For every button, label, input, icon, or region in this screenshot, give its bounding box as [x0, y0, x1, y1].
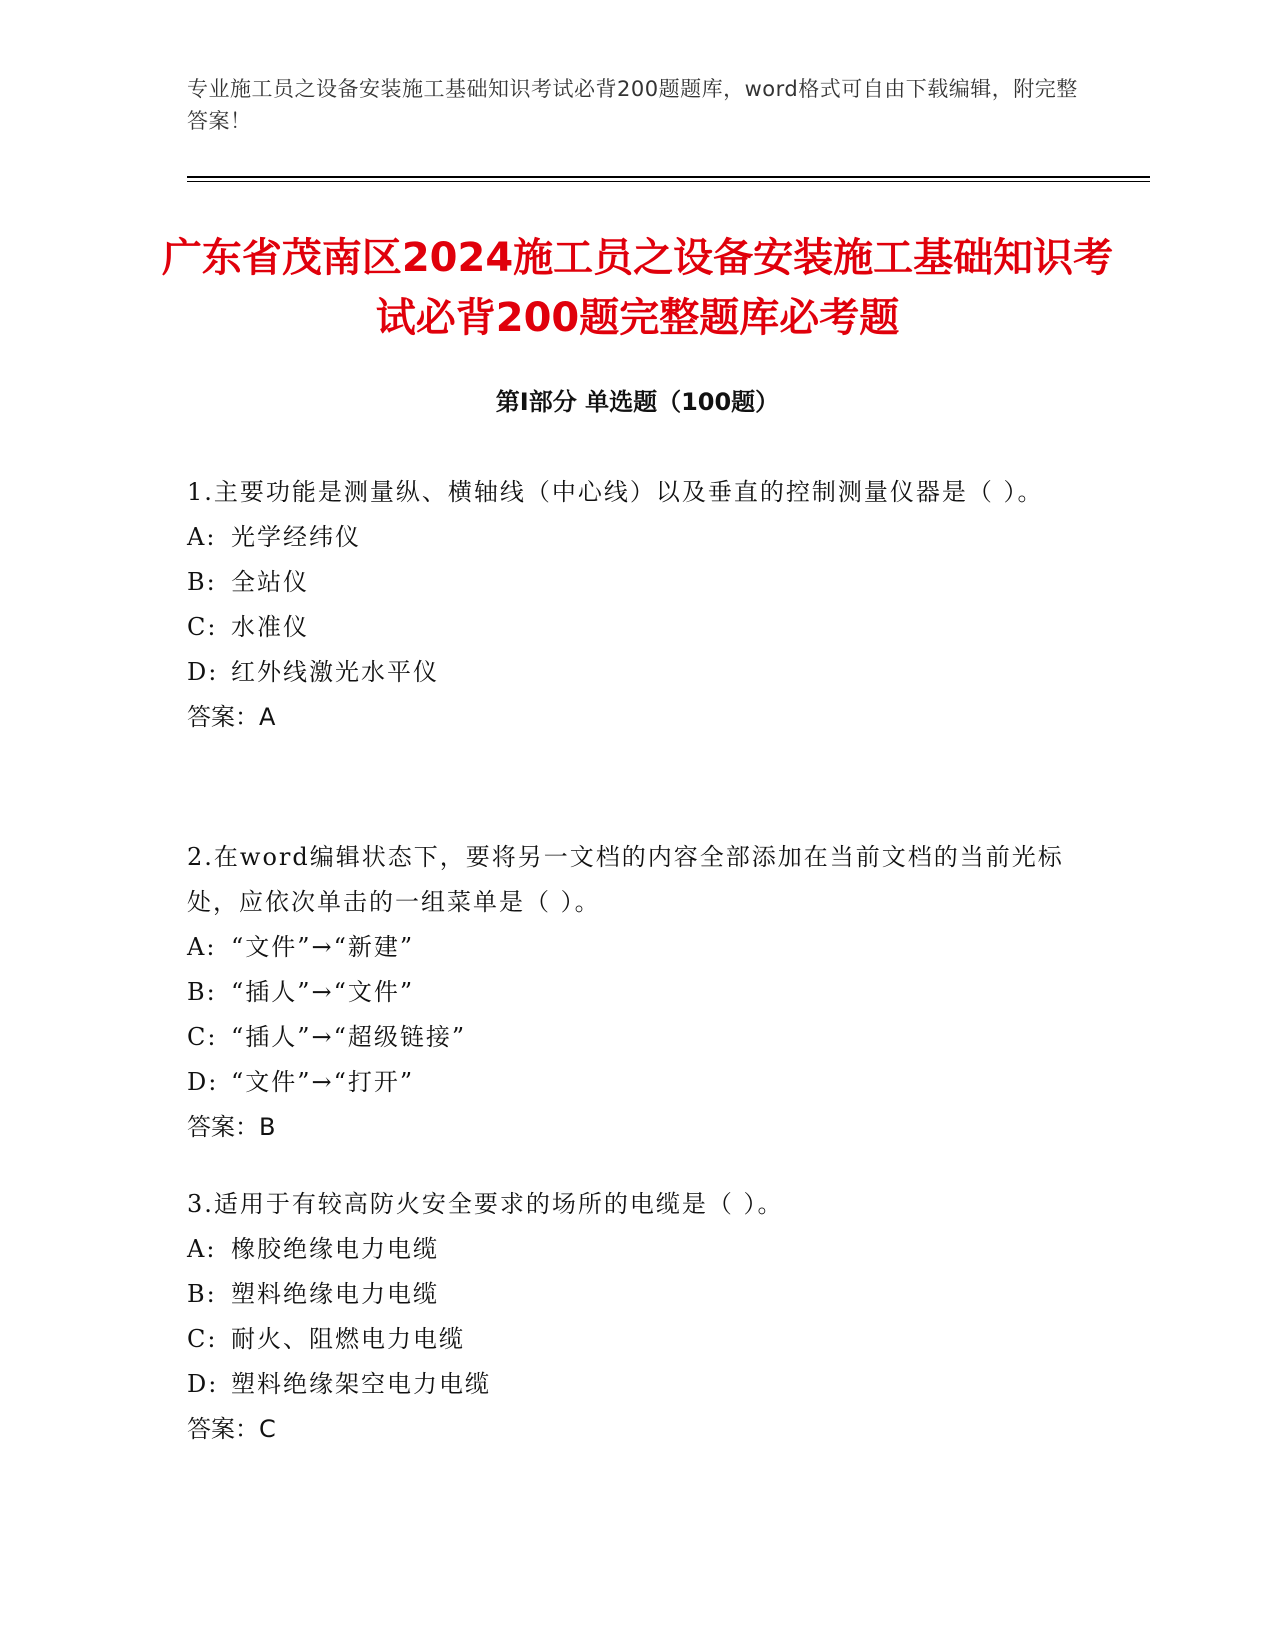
option-text: 光学经纬仪	[231, 523, 361, 551]
option-text: 塑料绝缘电力电缆	[231, 1280, 439, 1308]
option-letter: D:	[187, 658, 219, 686]
option-letter: B:	[187, 568, 217, 596]
option-a	[187, 515, 1087, 560]
option-text: 全站仪	[231, 568, 309, 596]
option-letter: C:	[187, 613, 218, 641]
option-text: “插人”→“文件”	[231, 978, 415, 1006]
option-text: 塑料绝缘架空电力电缆	[231, 1370, 491, 1398]
question-text: 1.主要功能是测量纵、横轴线（中心线）以及垂直的控制测量仪器是（ ）。	[187, 478, 1044, 506]
option-text: 红外线激光水平仪	[231, 658, 439, 686]
answer-line: 答案：B	[187, 1113, 276, 1141]
question-block	[187, 835, 1087, 1150]
option-c	[187, 605, 1087, 650]
question-text: 3.适用于有较高防火安全要求的场所的电缆是（ ）。	[187, 1190, 784, 1218]
option-a	[187, 925, 1087, 970]
option-letter: A:	[187, 523, 217, 551]
option-d	[187, 1362, 1087, 1407]
option-d	[187, 650, 1087, 695]
answer-line: 答案：A	[187, 703, 276, 731]
option-text: 水准仪	[231, 613, 309, 641]
question-text: 2.在word编辑状态下，要将另一文档的内容全部添加在当前文档的当前光标处，应依次单击的一组菜单是（ ）。	[187, 843, 1064, 916]
option-c	[187, 1317, 1087, 1362]
section-heading: 第Ⅰ部分 单选题（100题）	[495, 388, 780, 416]
option-letter: C:	[187, 1023, 218, 1051]
option-text: 耐火、阻燃电力电缆	[231, 1325, 465, 1353]
option-b	[187, 970, 1087, 1015]
header-divider-thick	[187, 176, 1150, 178]
option-b	[187, 1272, 1087, 1317]
option-b	[187, 560, 1087, 605]
question-block	[187, 470, 1087, 740]
document-title: 广东省茂南区2024施工员之设备安装施工基础知识考试必背200题完整题库必考题	[161, 235, 1114, 341]
option-letter: B:	[187, 978, 217, 1006]
header-note: 专业施工员之设备安装施工基础知识考试必背200题题库，word格式可自由下载编辑，附完整答案！	[187, 77, 1078, 133]
option-text: “文件”→“新建”	[231, 933, 415, 961]
answer-line: 答案：C	[187, 1415, 276, 1443]
option-letter: D:	[187, 1370, 219, 1398]
option-text: “文件”→“打开”	[231, 1068, 415, 1096]
option-letter: D:	[187, 1068, 219, 1096]
option-text: 橡胶绝缘电力电缆	[231, 1235, 439, 1263]
question-block	[187, 1182, 1087, 1452]
option-text: “插人”→“超级链接”	[231, 1023, 467, 1051]
option-letter: C:	[187, 1325, 218, 1353]
option-c	[187, 1015, 1087, 1060]
option-a	[187, 1227, 1087, 1272]
option-d	[187, 1060, 1087, 1105]
option-letter: B:	[187, 1280, 217, 1308]
option-letter: A:	[187, 933, 217, 961]
option-letter: A:	[187, 1235, 217, 1263]
header-divider-thin	[187, 181, 1150, 182]
